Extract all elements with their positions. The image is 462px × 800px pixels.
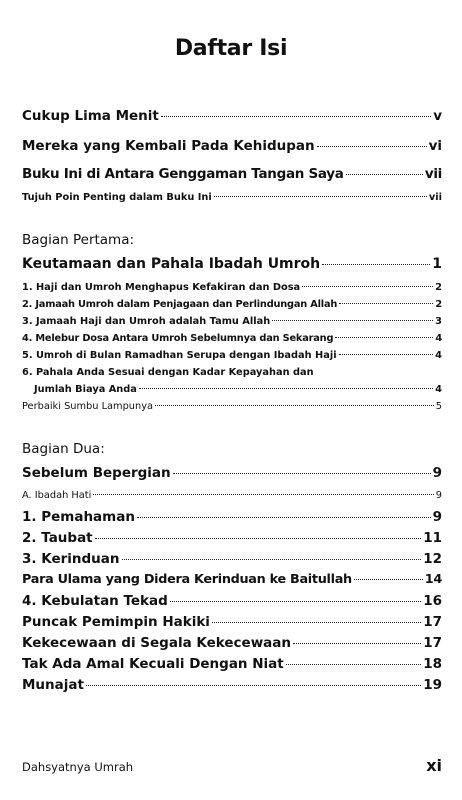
dot-leader	[155, 405, 434, 406]
toc-entry-title: 3. Kerinduan	[22, 551, 120, 567]
dot-leader	[335, 337, 433, 338]
toc-entry-title: Para Ulama yang Didera Kerinduan ke Baitullah	[22, 572, 352, 587]
toc-entry-title: Sebelum Bepergian	[22, 465, 171, 481]
toc-entry[interactable]	[22, 192, 442, 203]
toc-entry[interactable]	[22, 282, 442, 293]
toc-entry[interactable]	[22, 572, 442, 587]
toc-entry[interactable]	[22, 333, 442, 344]
toc-entry[interactable]	[22, 614, 442, 630]
toc-entry-page: 9	[432, 509, 442, 525]
toc-entry-title: Puncak Pemimpin Hakiki	[22, 614, 210, 630]
toc-entry[interactable]	[22, 401, 442, 412]
toc-entry-page: 1	[432, 256, 442, 272]
toc-entry-page: vii	[428, 192, 442, 203]
toc-entry-title: Perbaiki Sumbu Lampunya	[22, 401, 154, 412]
toc-entry[interactable]	[22, 350, 442, 361]
toc-entry[interactable]	[22, 677, 442, 693]
toc-entry-title: 1. Haji dan Umroh Menghapus Kefakiran dan Dosa	[22, 282, 301, 293]
dot-leader	[339, 303, 433, 304]
toc-entry-page: 18	[423, 656, 442, 672]
toc-entry-page: 9	[435, 490, 442, 501]
toc-entry-page: 16	[423, 593, 442, 609]
toc-entry-page: 17	[423, 635, 442, 651]
dot-leader	[322, 264, 430, 265]
toc-entry-title: 1. Pemahaman	[22, 509, 135, 525]
dot-leader	[272, 320, 433, 321]
toc-entry-title: Munajat	[22, 677, 84, 693]
toc-entry[interactable]	[22, 299, 442, 310]
toc-entry-title: A. Ibadah Hati	[22, 490, 92, 501]
toc-chapter[interactable]	[22, 465, 442, 481]
dot-leader	[86, 685, 421, 686]
dot-leader	[293, 643, 421, 644]
dot-leader	[95, 538, 422, 539]
toc-entry[interactable]	[22, 530, 442, 546]
running-footer-title: Dahsyatnya Umrah	[22, 760, 134, 774]
page-title: Daftar Isi	[174, 36, 288, 61]
toc-entry[interactable]	[22, 166, 442, 182]
toc-entry-title: 5. Umroh di Bulan Ramadhan Serupa dengan Ibadah Haji	[22, 350, 337, 361]
toc-entry[interactable]	[22, 108, 442, 124]
dot-leader	[161, 116, 431, 117]
toc-entry-title: Keutamaan dan Pahala Ibadah Umroh	[22, 256, 321, 272]
toc-entry[interactable]	[22, 316, 442, 327]
toc-entry-title: 6. Pahala Anda Sesuai dengan Kadar Kepayahan dan	[22, 367, 314, 378]
toc-entry[interactable]	[22, 138, 442, 154]
dot-leader	[122, 559, 422, 560]
toc-entry[interactable]	[22, 656, 442, 672]
toc-entry-page: 5	[435, 401, 442, 412]
toc-entry-title: Mereka yang Kembali Pada Kehidupan	[22, 138, 315, 154]
toc-entry-page: 19	[423, 677, 442, 693]
toc-entry[interactable]	[22, 367, 442, 378]
toc-entry-title: Cukup Lima Menit	[22, 108, 159, 124]
dot-leader	[339, 354, 434, 355]
section-heading: Bagian Pertama:	[22, 232, 135, 248]
toc-entry-page: 2	[435, 299, 442, 310]
section-heading: Bagian Dua:	[22, 441, 105, 457]
toc-entry-page: 4	[435, 350, 442, 361]
dot-leader	[286, 664, 421, 665]
toc-entry-title: Tak Ada Amal Kecuali Dengan Niat	[22, 656, 284, 672]
toc-entry[interactable]	[22, 384, 442, 395]
toc-entry-title: 4. Kebulatan Tekad	[22, 593, 168, 609]
dot-leader	[317, 146, 427, 147]
dot-leader	[346, 174, 423, 175]
toc-entry-page: 3	[435, 316, 442, 327]
toc-entry-title: 3. Jamaah Haji dan Umroh adalah Tamu Allah	[22, 316, 271, 327]
toc-entry-title: 2. Taubat	[22, 530, 93, 546]
toc-entry[interactable]	[22, 551, 442, 567]
toc-entry-page: 17	[423, 614, 442, 630]
dot-leader	[137, 517, 431, 518]
toc-entry-title: Buku Ini di Antara Genggaman Tangan Saya	[22, 166, 344, 182]
toc-entry-page: 12	[423, 551, 442, 567]
dot-leader	[354, 579, 423, 580]
toc-entry-page: v	[433, 108, 442, 124]
toc-entry[interactable]	[22, 635, 442, 651]
toc-entry[interactable]	[22, 593, 442, 609]
toc-entry[interactable]	[22, 490, 442, 501]
dot-leader	[139, 388, 433, 389]
toc-entry-title: 2. Jamaah Umroh dalam Penjagaan dan Perlindungan Allah	[22, 299, 338, 310]
dot-leader	[214, 196, 427, 197]
toc-entry-title: Tujuh Poin Penting dalam Buku Ini	[22, 192, 212, 203]
toc-entry-page: 4	[435, 333, 442, 344]
toc-entry-title: 4. Melebur Dosa Antara Umroh Sebelumnya dan Sekarang	[22, 333, 334, 344]
toc-entry-page: 4	[435, 384, 442, 395]
dot-leader	[212, 622, 421, 623]
toc-entry-page: 14	[424, 572, 442, 587]
toc-entry-page: 11	[423, 530, 442, 546]
toc-entry-page: vi	[428, 138, 442, 154]
toc-entry-page: vii	[424, 166, 442, 182]
toc-chapter[interactable]	[22, 256, 442, 272]
toc-entry-page: 9	[432, 465, 442, 481]
toc-entry[interactable]	[22, 509, 442, 525]
page-number: xi	[426, 756, 442, 775]
toc-entry-page: 2	[435, 282, 442, 293]
toc-entry-title: Jumlah Biaya Anda	[34, 384, 137, 395]
toc-entry-title: Kekecewaan di Segala Kekecewaan	[22, 635, 292, 651]
dot-leader	[173, 473, 431, 474]
dot-leader	[170, 601, 421, 602]
dot-leader	[302, 286, 433, 287]
dot-leader	[93, 494, 433, 495]
